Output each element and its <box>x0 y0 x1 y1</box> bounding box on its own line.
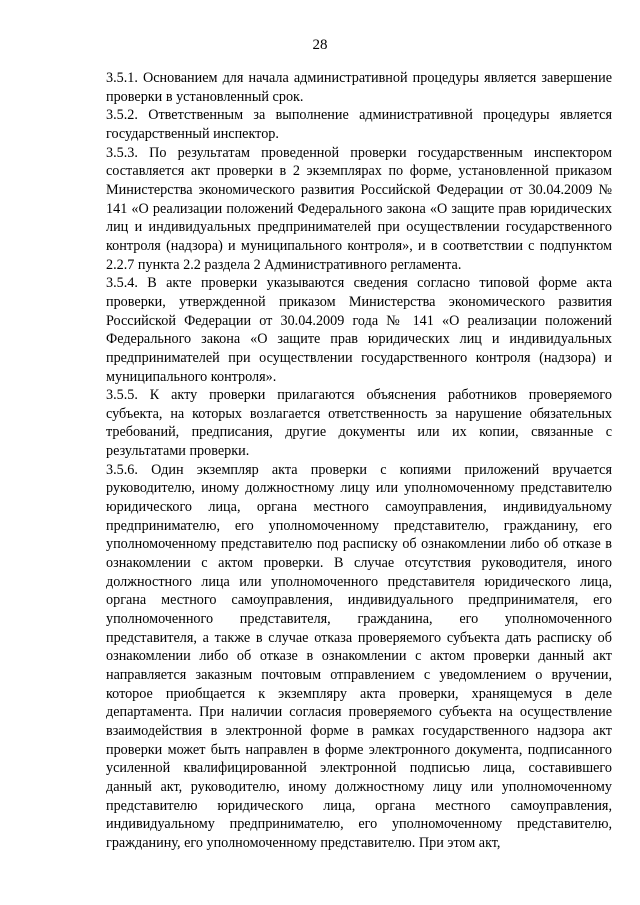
paragraph-3-5-3: 3.5.3. По результатам проведенной проверки государственным инспектором составляется акт проверки в 2 экземплярах по форме, установленной приказом Министерства экономического развития Российской Федерации от 30.04.2009 № 141 «О реализации положений Федерального закона «О защите прав юридических лиц и индивидуальных предпринимателей при осуществлении государственного контроля (надзора) и муниципального контроля», и в соответствии с подпунктом 2.2.7 пункта 2.2 раздела 2 Административного регламента. <box>106 144 612 273</box>
paragraph-3-5-4: 3.5.4. В акте проверки указываются сведения согласно типовой форме акта проверки, утвержденной приказом Министерства экономического развития Российской Федерации от 30.04.2009 года № 141 «О реализации положений Федерального закона «О защите прав юридических лиц и индивидуальных предпринимателей при осуществлении государственного контроля (надзора) и муниципального контроля». <box>106 275 612 385</box>
paragraph-3-5-2: 3.5.2. Ответственным за выполнение административной процедуры является государственный инспектор. <box>106 107 612 142</box>
paragraph-3-5-6: 3.5.6. Один экземпляр акта проверки с копиями приложений вручается руководителю, иному должностному лицу или уполномоченному представителю юридического лица, органа местного самоуправления, индивидуальному предпринимателю, его уполномоченному представителю, гражданину, его уполномоченному представителю под расписку об ознакомлении либо об отказе в ознакомлении с актом проверки. В случае отсутствия руководителя, иного должностного лица или уполномоченного представителя юридического лица, органа местного самоуправления, индивидуального предпринимателя, его уполномоченного представителя, гражданина, его уполномоченного представителя, а также в случае отказа проверяемого субъекта дать расписку об ознакомлении либо об отказе в ознакомлении с актом проверки данный акт направляется заказным почтовым отправлением с уведомлением о вручении, которое приобщается к экземпляру акта проверки, хранящемуся в деле департамента. При наличии согласия проверяемого субъекта на осуществление взаимодействия в электронной форме в рамках государственного надзора акт проверки может быть направлен в форме электронного документа, подписанного усиленной квалифицированной электронной подписью лица, составившего данный акт, руководителю, иному должностному лицу или уполномоченному представителю юридического лица, органа местного самоуправления, индивидуальному предпринимателю, его уполномоченному представителю, гражданину, его уполномоченному представителю. При этом акт, <box>106 461 612 851</box>
paragraph-3-5-1: 3.5.1. Основанием для начала административной процедуры является завершение проверки в установленный срок. <box>106 70 612 105</box>
page-number: 28 <box>312 37 328 53</box>
document-body <box>106 69 612 853</box>
paragraph-3-5-5: 3.5.5. К акту проверки прилагаются объяснения работников проверяемого субъекта, на которых возлагается ответственность за нарушение обязательных требований, предписания, другие документы или их копии, связанные с результатами проверки. <box>106 387 612 460</box>
